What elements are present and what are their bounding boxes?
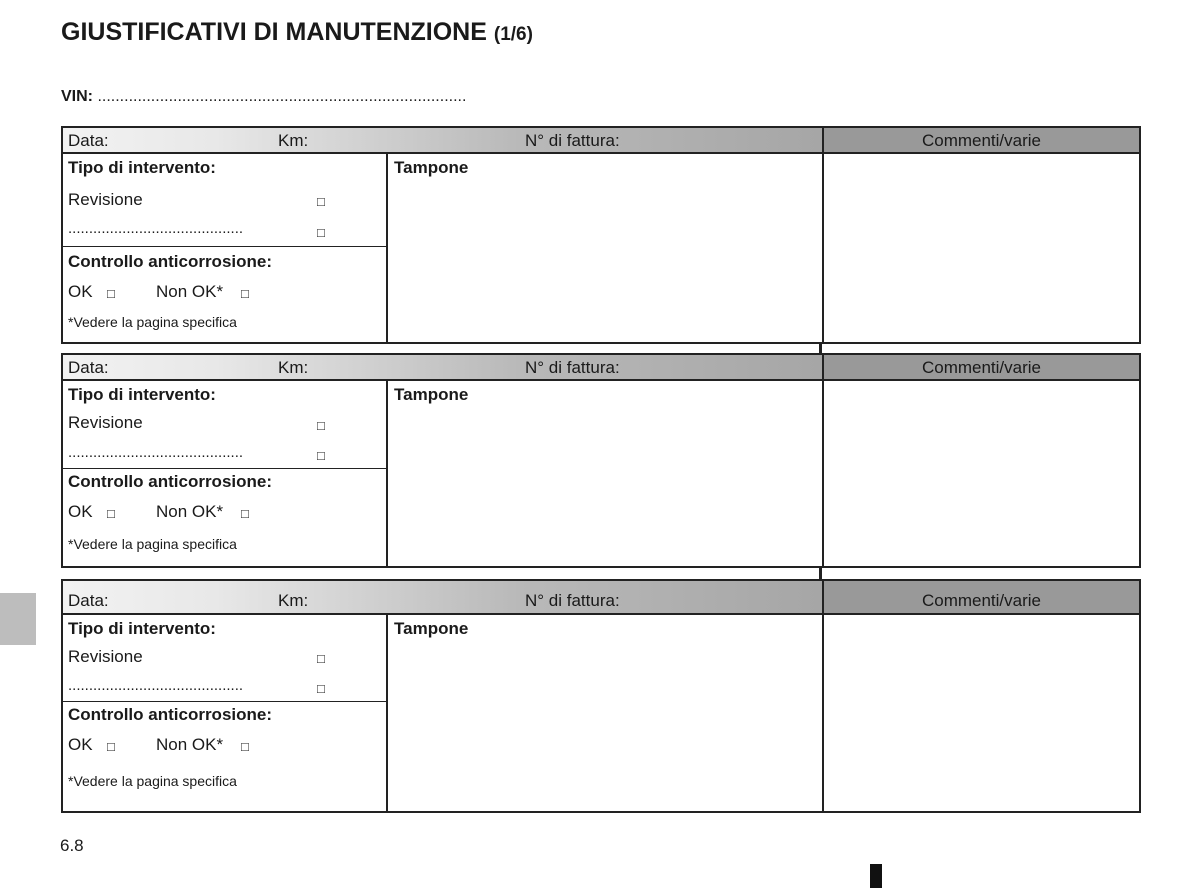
revision-checkbox[interactable]: □ — [317, 418, 325, 433]
header-right-bar — [824, 128, 1139, 152]
header-data-label: Data: — [68, 591, 109, 610]
corner-mark — [870, 864, 882, 888]
intervention-column — [63, 381, 388, 566]
ok-label: OK — [68, 502, 93, 521]
footnote: *Vedere la pagina specifica — [68, 536, 237, 552]
maintenance-record-block — [61, 579, 1141, 813]
intervention-column — [63, 154, 388, 342]
page-number: 6.8 — [60, 836, 84, 855]
stamp-column — [388, 154, 824, 342]
section-divider — [63, 246, 386, 247]
non-ok-checkbox[interactable]: □ — [241, 286, 249, 301]
revision-checkbox[interactable]: □ — [317, 194, 325, 209]
non-ok-label: Non OK* — [156, 735, 224, 754]
anticorrosion-label: Controllo anticorrosione: — [68, 472, 272, 491]
header-km-label: Km: — [278, 131, 309, 150]
stamp-label: Tampone — [394, 385, 469, 404]
revision-label: Revisione — [68, 647, 143, 666]
maintenance-record-block — [61, 353, 1141, 568]
intervention-type-label: Tipo di intervento: — [68, 158, 216, 177]
block-header — [63, 128, 1139, 154]
vin-field[interactable] — [61, 88, 466, 106]
block-header — [63, 355, 1139, 381]
ok-checkbox[interactable]: □ — [107, 286, 115, 301]
maintenance-record-block — [61, 126, 1141, 344]
header-comments-label: Commenti/varie — [921, 591, 1042, 610]
page-title-main: GIUSTIFICATIVI DI MANUTENZIONE — [61, 18, 487, 46]
comments-column[interactable] — [824, 154, 1139, 342]
ok-label: OK — [68, 735, 93, 754]
header-invoice-label: N° di fattura: — [525, 131, 620, 150]
non-ok-checkbox[interactable]: □ — [241, 739, 249, 754]
intervention-column — [63, 615, 388, 811]
header-comments-label: Commenti/varie — [921, 131, 1042, 150]
header-km-label: Km: — [278, 358, 309, 377]
other-intervention-dots: .......................................... — [68, 444, 244, 461]
section-side-tab — [0, 593, 36, 645]
page-title-part: (1/6) — [493, 24, 533, 45]
other-intervention-dots: .......................................... — [68, 677, 244, 694]
stamp-column — [388, 381, 824, 566]
header-invoice-label: N° di fattura: — [525, 358, 620, 377]
other-intervention-checkbox[interactable]: □ — [317, 225, 325, 240]
other-intervention-checkbox[interactable]: □ — [317, 681, 325, 696]
block-connector — [819, 343, 822, 353]
footnote: *Vedere la pagina specifica — [68, 773, 237, 789]
page-title — [61, 18, 533, 47]
header-left-bar — [63, 581, 824, 613]
other-intervention-checkbox[interactable]: □ — [317, 448, 325, 463]
header-right-bar — [824, 355, 1139, 379]
non-ok-label: Non OK* — [156, 282, 224, 301]
ok-checkbox[interactable]: □ — [107, 739, 115, 754]
intervention-type-label: Tipo di intervento: — [68, 619, 216, 638]
vin-dots: ................................................................................... — [97, 88, 467, 105]
block-connector — [819, 567, 822, 579]
intervention-type-label: Tipo di intervento: — [68, 385, 216, 404]
anticorrosion-label: Controllo anticorrosione: — [68, 252, 272, 271]
revision-checkbox[interactable]: □ — [317, 651, 325, 666]
header-data-label: Data: — [68, 131, 109, 150]
ok-label: OK — [68, 282, 93, 301]
section-divider — [63, 468, 386, 469]
vin-label: VIN: — [61, 88, 93, 105]
stamp-label: Tampone — [394, 619, 469, 638]
ok-checkbox[interactable]: □ — [107, 506, 115, 521]
header-invoice-label: N° di fattura: — [525, 591, 620, 610]
header-data-label: Data: — [68, 358, 109, 377]
non-ok-checkbox[interactable]: □ — [241, 506, 249, 521]
anticorrosion-label: Controllo anticorrosione: — [68, 705, 272, 724]
non-ok-label: Non OK* — [156, 502, 224, 521]
comments-column[interactable] — [824, 615, 1139, 811]
section-divider — [63, 701, 386, 702]
stamp-label: Tampone — [394, 158, 469, 177]
revision-label: Revisione — [68, 413, 143, 432]
other-intervention-dots: .......................................... — [68, 220, 244, 237]
header-left-bar — [63, 128, 824, 152]
footnote: *Vedere la pagina specifica — [68, 314, 237, 330]
block-header — [63, 581, 1139, 615]
stamp-column — [388, 615, 824, 811]
header-left-bar — [63, 355, 824, 379]
header-km-label: Km: — [278, 591, 309, 610]
revision-label: Revisione — [68, 190, 143, 209]
comments-column[interactable] — [824, 381, 1139, 566]
header-comments-label: Commenti/varie — [921, 358, 1042, 377]
header-right-bar — [824, 581, 1139, 613]
